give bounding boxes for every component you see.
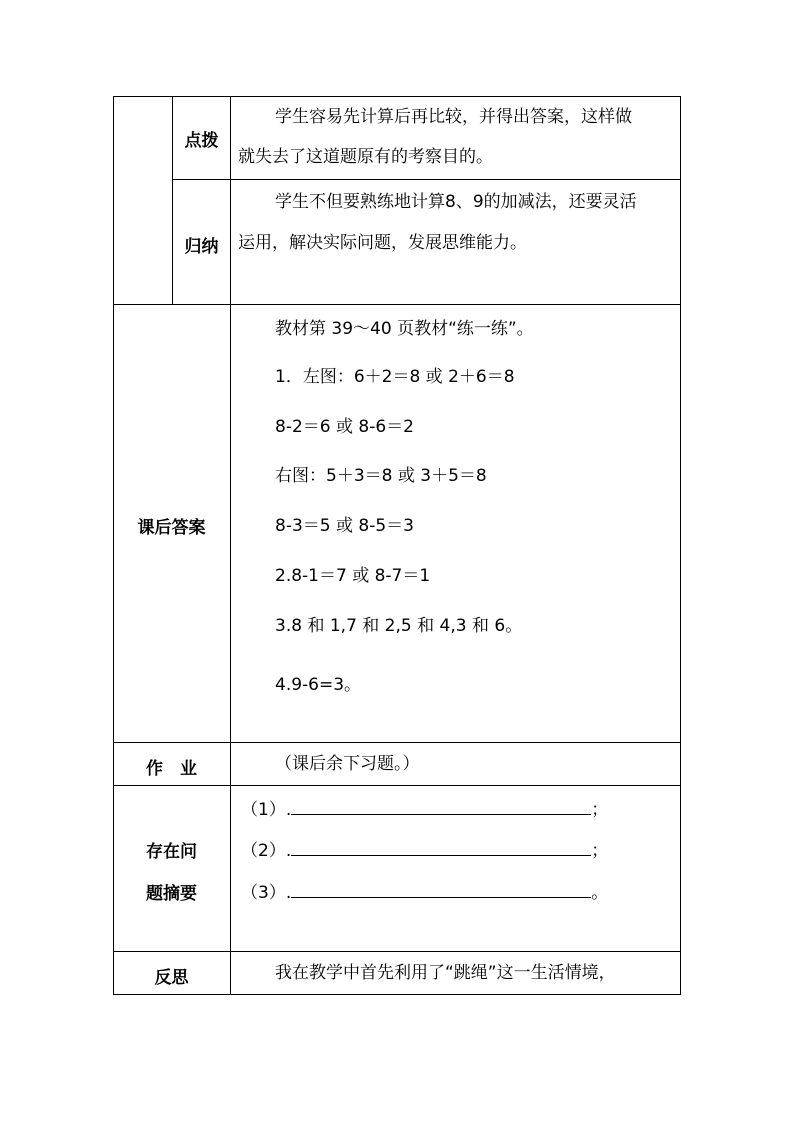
answers-line: 4.9-6=3。 <box>275 675 362 695</box>
answers-line: 2.8-1＝7 或 8-7＝1 <box>275 566 431 586</box>
answers-line: 1．左图：6＋2＝8 或 2＋6＝8 <box>275 367 515 387</box>
row-divider <box>113 785 681 786</box>
problem-item-suffix: 。 <box>591 883 609 903</box>
problems-label-line2: 题摘要 <box>146 884 197 904</box>
problems-label-line1: 存在问 <box>146 842 197 862</box>
problem-item-prefix: （2）. <box>241 841 292 861</box>
lesson-table <box>113 96 681 995</box>
reflection-text: 我在教学中首先利用了“跳绳”这一生活情境， <box>275 963 616 983</box>
row-divider <box>113 742 681 743</box>
homework-text: （课后余下习题。） <box>275 754 420 774</box>
problem-item-prefix: （3）. <box>241 883 292 903</box>
answers-line: 右图：5＋3＝8 或 3＋5＝8 <box>275 466 487 486</box>
row-divider <box>172 179 681 180</box>
problem-item-suffix: ； <box>591 841 609 861</box>
answers-line: 教材第 39～40 页教材“练一练”。 <box>275 319 534 339</box>
problem-item-2 <box>241 839 608 862</box>
homework-label: 作 业 <box>146 759 197 779</box>
guina-text-line1: 学生不但要熟练地计算8、9的加减法，还要灵活 <box>275 192 637 212</box>
fill-in-blank[interactable] <box>291 839 591 856</box>
problem-item-3 <box>241 881 608 904</box>
problem-item-1 <box>241 798 608 821</box>
fill-in-blank[interactable] <box>291 881 591 898</box>
table-border-right <box>680 96 681 995</box>
row-divider <box>113 304 681 305</box>
problem-item-prefix: （1）. <box>241 800 292 820</box>
guina-text-line2: 运用，解决实际问题，发展思维能力。 <box>238 233 527 253</box>
dianbo-label: 点拨 <box>184 131 219 151</box>
row-divider <box>113 951 681 952</box>
dianbo-text-line2: 就失去了这道题原有的考察目的。 <box>238 147 493 167</box>
guina-label: 归纳 <box>184 237 219 257</box>
dianbo-text-line1: 学生容易先计算后再比较，并得出答案，这样做 <box>275 107 632 127</box>
answers-label: 课后答案 <box>137 518 206 538</box>
answers-line: 3.8 和 1,7 和 2,5 和 4,3 和 6。 <box>275 616 523 636</box>
table-border-top <box>113 96 681 97</box>
reflection-label: 反思 <box>154 968 189 988</box>
problem-item-suffix: ； <box>591 800 609 820</box>
answers-line: 8-3＝5 或 8-5＝3 <box>275 516 414 536</box>
fill-in-blank[interactable] <box>291 798 591 815</box>
table-border-bottom <box>113 994 681 995</box>
column-divider <box>230 96 231 995</box>
answers-line: 8-2＝6 或 8-6＝2 <box>275 417 414 437</box>
